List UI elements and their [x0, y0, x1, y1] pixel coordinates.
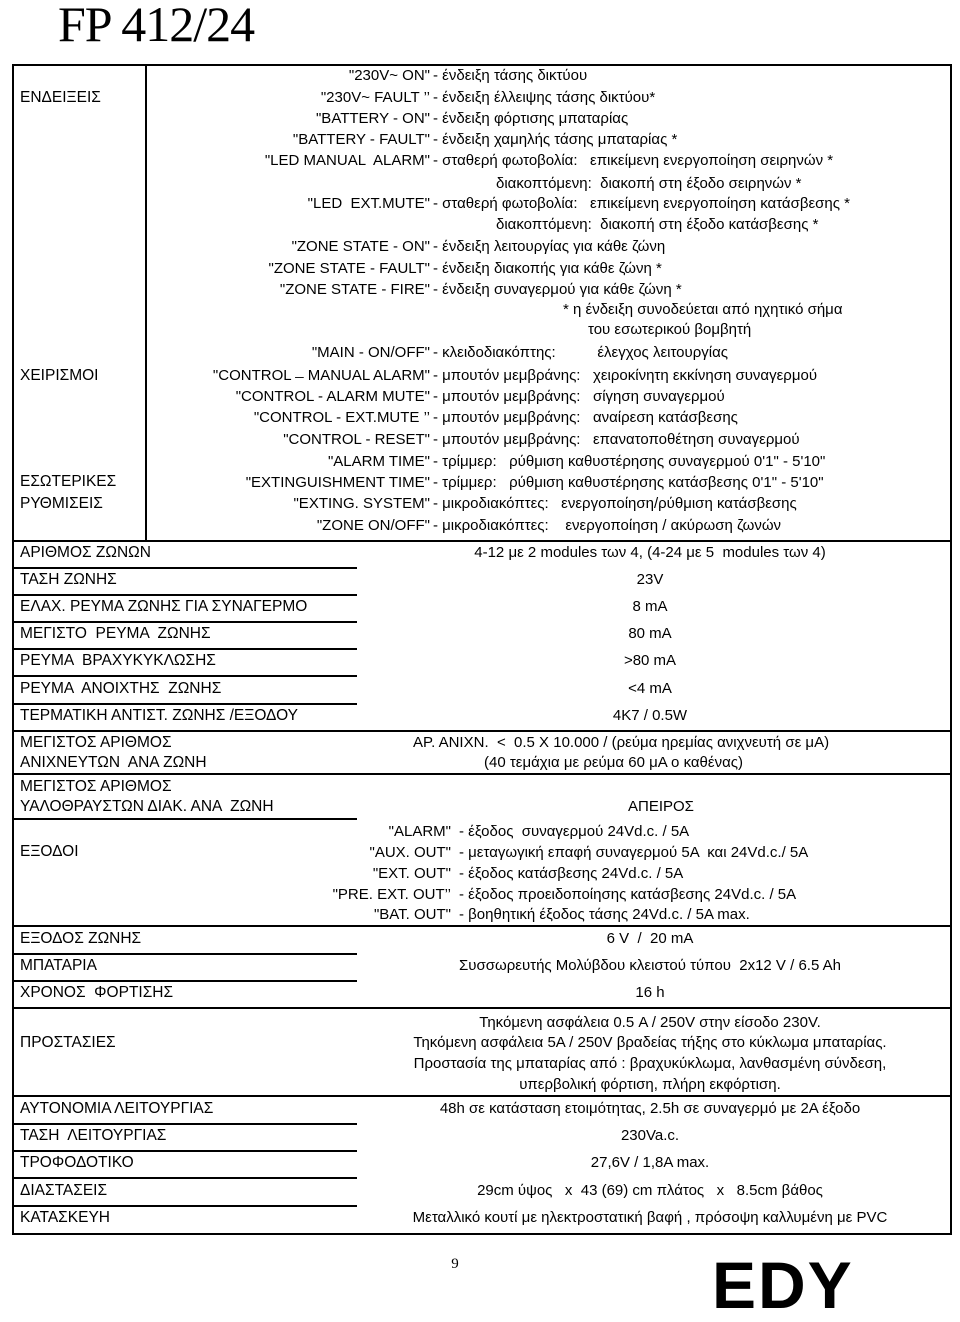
spec-value: 16 h [635, 984, 665, 1001]
indications-note-2: του εσωτερικού βομβητή [588, 321, 752, 338]
control-value: - μπουτόν μεμβράνης: αναίρεση κατάσβεσης [433, 409, 738, 426]
output-value: - μεταγωγική επαφή συναγερμού 5A και 24Vd.c./ 5A [459, 844, 809, 861]
divider [12, 675, 357, 677]
spec-label: ΤΑΣΗ ΖΩΝΗΣ [20, 571, 117, 588]
indication-value: - ένδειξη φόρτισης μπαταρίας [433, 110, 629, 127]
output-value: - έξοδος κατάσβεσης 24Vd.c. / 5A [459, 865, 684, 882]
spec-label: ΑΡΙΘΜΟΣ ΖΩΝΩΝ [20, 544, 151, 561]
indication-key: "LED MANUAL ALARM" [264, 152, 430, 169]
indication-value: - ένδειξη λειτουργίας για κάθε ζώνη [433, 238, 666, 255]
indication-key: "BATTERY - ON" [315, 110, 430, 127]
divider [12, 1095, 952, 1097]
divider [12, 953, 357, 955]
indication-value: - ένδειξη συναγερμού για κάθε ζώνη * [433, 281, 682, 298]
spec-value: Μεταλλικό κουτί με ηλεκτροστατική βαφή , πρόσοψη καλλυμένη με PVC [412, 1209, 888, 1226]
divider [12, 540, 952, 542]
spec-label: ΜΠΑΤΑΡΙΑ [20, 957, 97, 974]
spec-value: 23V [636, 571, 664, 588]
controls-label: ΧΕΙΡΙΣΜΟΙ [20, 367, 99, 384]
divider [12, 730, 952, 732]
divider [12, 925, 952, 927]
internal-label-2: ΡΥΘΜΙΣΕΙΣ [20, 495, 103, 512]
indication-value: - ένδειξη χαμηλής τάσης μπαταρίας * [433, 131, 678, 148]
output-key: "EXT. OUT" [372, 865, 451, 882]
protection-line: υπερβολική φόρτιση, πλήρη εκφόρτιση. [519, 1076, 781, 1093]
brand-logo: EDY [712, 1248, 854, 1322]
output-key: "PRE. EXT. OUT’’ [332, 886, 451, 903]
divider [12, 980, 357, 982]
indication-key: "LED EXT.MUTE" [307, 195, 430, 212]
spec-value: 8 mA [632, 598, 668, 615]
max-glass-label-1: ΜΕΓΙΣΤΟΣ ΑΡΙΘΜΟΣ [20, 778, 172, 795]
output-value: - έξοδος συναγερμού 24Vd.c. / 5A [459, 823, 690, 840]
spec-label: ΔΙΑΣΤΑΣΕΙΣ [20, 1182, 108, 1199]
spec-value: 6 V / 20 mA [606, 930, 694, 947]
divider [12, 621, 357, 623]
setting-key: "ZONE ON/OFF" [316, 517, 430, 534]
output-key: "AUX. OUT" [369, 844, 451, 861]
divider [12, 1150, 357, 1152]
divider [12, 594, 357, 596]
max-detectors-value-2: (40 τεμάχια με ρεύμα 60 μA ο καθένας) [484, 754, 743, 771]
divider [12, 703, 357, 705]
output-value: - έξοδος προειδοποίησης κατάσβεσης 24Vd.c. / 5A [459, 886, 797, 903]
setting-key: "EXTINGUISHMENT TIME" [245, 474, 430, 491]
setting-key: "EXTING. SYSTEM" [293, 495, 430, 512]
indication-value: - σταθερή φωτοβολία: επικείμενη ενεργοποίηση κατάσβεσης * [433, 195, 850, 212]
control-value: - μπουτόν μεμβράνης: σίγηση συναγερμού [433, 388, 725, 405]
spec-value: 48h σε κατάσταση ετοιμότητας, 2.5h σε συναγερμό με 2A έξοδο [439, 1100, 861, 1117]
indication-key: "230V~ ON" [348, 67, 430, 84]
control-key: "CONTROL - ALARM MUTE" [235, 388, 430, 405]
divider [12, 567, 357, 569]
setting-key: "ALARM TIME" [327, 453, 430, 470]
spec-value: Συσσωρευτής Μολύβδου κλειστού τύπου 2x12 V / 6.5 Ah [459, 957, 841, 974]
spec-value: 80 mA [628, 625, 672, 642]
spec-label: ΚΑΤΑΣΚΕΥΗ [20, 1209, 110, 1226]
document-title: FP 412/24 [58, 0, 255, 52]
spec-label: ΤΑΣΗ ΛΕΙΤΟΥΡΓΙΑΣ [20, 1127, 167, 1144]
protection-line: Τηκόμενη ασφάλεια 0.5 A / 250V στην είσοδο 230V. [479, 1014, 821, 1031]
protection-label: ΠΡΟΣΤΑΣΙΕΣ [20, 1034, 116, 1051]
spec-label: ΑΥΤΟΝΟΜΙΑ ΛΕΙΤΟΥΡΓΙΑΣ [20, 1100, 214, 1117]
spec-label: ΕΛΑΧ. ΡΕΥΜΑ ΖΩΝΗΣ ΓΙΑ ΣΥΝΑΓΕΡΜΟ [20, 598, 308, 615]
internal-label-1: ΕΣΩΤΕΡΙΚΕΣ [20, 473, 117, 490]
spec-value: 4-12 με 2 modules των 4, (4-24 με 5 modules των 4) [474, 544, 826, 561]
divider [12, 1007, 952, 1009]
protection-line: Προστασία της μπαταρίας από : βραχυκύκλωμα, λανθασμένη σύνδεση, [413, 1055, 887, 1072]
protection-line: Τηκόμενη ασφάλεια 5A / 250V βραδείας τήξης στο κύκλωμα μπαταρίας. [413, 1034, 887, 1051]
spec-label: ΕΞΟΔΟΣ ΖΩΝΗΣ [20, 930, 142, 947]
indication-value: - ένδειξη διακοπής για κάθε ζώνη * [433, 260, 662, 277]
control-value: - μπουτόν μεμβράνης: επανατοποθέτηση συναγερμού [433, 431, 800, 448]
max-detectors-value-1: ΑΡ. ΑΝΙΧΝ. < 0.5 Χ 10.000 / (ρεύμα ηρεμίας ανιχνευτή σε μA) [413, 734, 830, 751]
control-value: - κλειδοδιακόπτης: έλεγχος λειτουργίας [433, 344, 728, 361]
spec-value: 29cm ύψος x 43 (69) cm πλάτος x 8.5cm βάθος [477, 1182, 823, 1199]
spec-value: 4K7 / 0.5W [612, 707, 688, 724]
indications-label: ΕΝΔΕΙΞΕΙΣ [20, 89, 101, 106]
indication-value: - ένδειξη έλλειψης τάσης δικτύου* [433, 89, 656, 106]
indication-value: - ένδειξη τάσης δικτύου [433, 67, 588, 84]
max-detectors-label-1: ΜΕΓΙΣΤΟΣ ΑΡΙΘΜΟΣ [20, 734, 172, 751]
control-key: "CONTROL - EXT.MUTE ’’ [253, 409, 430, 426]
setting-value: - μικροδιακόπτες: ενεργοποίηση/ρύθμιση κατάσβεσης [433, 495, 797, 512]
spec-value: 27,6V / 1,8A max. [590, 1154, 710, 1171]
spec-label: ΡΕΥΜΑ ΑΝΟΙΧΤΗΣ ΖΩΝΗΣ [20, 680, 222, 697]
divider [12, 648, 357, 650]
indication-value: διακοπτόμενη: διακοπή στη έξοδο σειρηνών * [496, 175, 802, 192]
page-number: 9 [451, 1256, 459, 1272]
output-value: - βοηθητική έξοδος τάσης 24Vd.c. / 5A max. [459, 906, 750, 923]
control-key: "CONTROL ̶ MANUAL ALARM" [212, 367, 430, 384]
max-glass-value: ΑΠΕΙΡΟΣ [628, 798, 694, 815]
setting-value: - μικροδιακόπτες: ενεργοποίηση / ακύρωση ζωνών [433, 517, 782, 534]
spec-label: ΡΕΥΜΑ ΒΡΑΧΥΚΥΚΛΩΣΗΣ [20, 652, 216, 669]
indication-value: διακοπτόμενη: διακοπή στη έξοδο κατάσβεσης * [496, 216, 819, 233]
indication-key: "ZONE STATE - FIRE" [279, 281, 430, 298]
divider [12, 1123, 357, 1125]
output-key: "BAT. OUT" [373, 906, 451, 923]
divider [12, 1205, 357, 1207]
control-value: - μπουτόν μεμβράνης: χειροκίνητη εκκίνηση συναγερμού [433, 367, 818, 384]
indication-key: "230V~ FAULT ’’ [320, 89, 430, 106]
upper-section-divider [145, 64, 147, 540]
spec-label: ΧΡΟΝΟΣ ΦΟΡΤΙΣΗΣ [20, 984, 174, 1001]
indication-key: "ZONE STATE - FAULT" [268, 260, 430, 277]
spec-label: ΤΕΡΜΑΤΙΚΗ ΑΝΤΙΣΤ. ΖΩΝΗΣ /ΕΞΟΔΟΥ [20, 707, 298, 724]
max-glass-label-2: ΥΑΛΟΘΡΑΥΣΤΩΝ ΔΙΑΚ. ΑΝΑ ΖΩΝΗ [20, 798, 274, 815]
output-key: "ALARM" [388, 823, 451, 840]
control-key: "MAIN - ON/OFF" [311, 344, 430, 361]
spec-value: 230Va.c. [620, 1127, 680, 1144]
spec-value: >80 mA [623, 652, 677, 669]
max-detectors-label-2: ΑΝΙΧΝΕΥΤΩΝ ΑΝΑ ΖΩΝΗ [20, 754, 207, 771]
divider [12, 818, 357, 820]
control-key: "CONTROL - RESET" [283, 431, 430, 448]
spec-label: ΜΕΓΙΣΤΟ ΡΕΥΜΑ ΖΩΝΗΣ [20, 625, 211, 642]
divider [12, 773, 952, 775]
setting-value: - τρίμμερ: ρύθμιση καθυστέρησης συναγερμού 0'1" - 5'10" [433, 453, 826, 470]
indication-key: "ZONE STATE - ON" [291, 238, 430, 255]
divider [12, 1177, 357, 1179]
spec-value: <4 mA [628, 680, 672, 697]
indication-key: "BATTERY - FAULT" [292, 131, 430, 148]
indications-note-1: * η ένδειξη συνοδεύεται από ηχητικό σήμα [563, 301, 843, 318]
spec-label: ΤΡΟΦΟΔΟΤΙΚΟ [20, 1154, 134, 1171]
setting-value: - τρίμμερ: ρύθμιση καθυστέρησης κατάσβεσης 0'1" - 5'10" [433, 474, 824, 491]
indication-value: - σταθερή φωτοβολία: επικείμενη ενεργοποίηση σειρηνών * [433, 152, 834, 169]
outputs-label: ΕΞΟΔΟΙ [20, 843, 79, 860]
